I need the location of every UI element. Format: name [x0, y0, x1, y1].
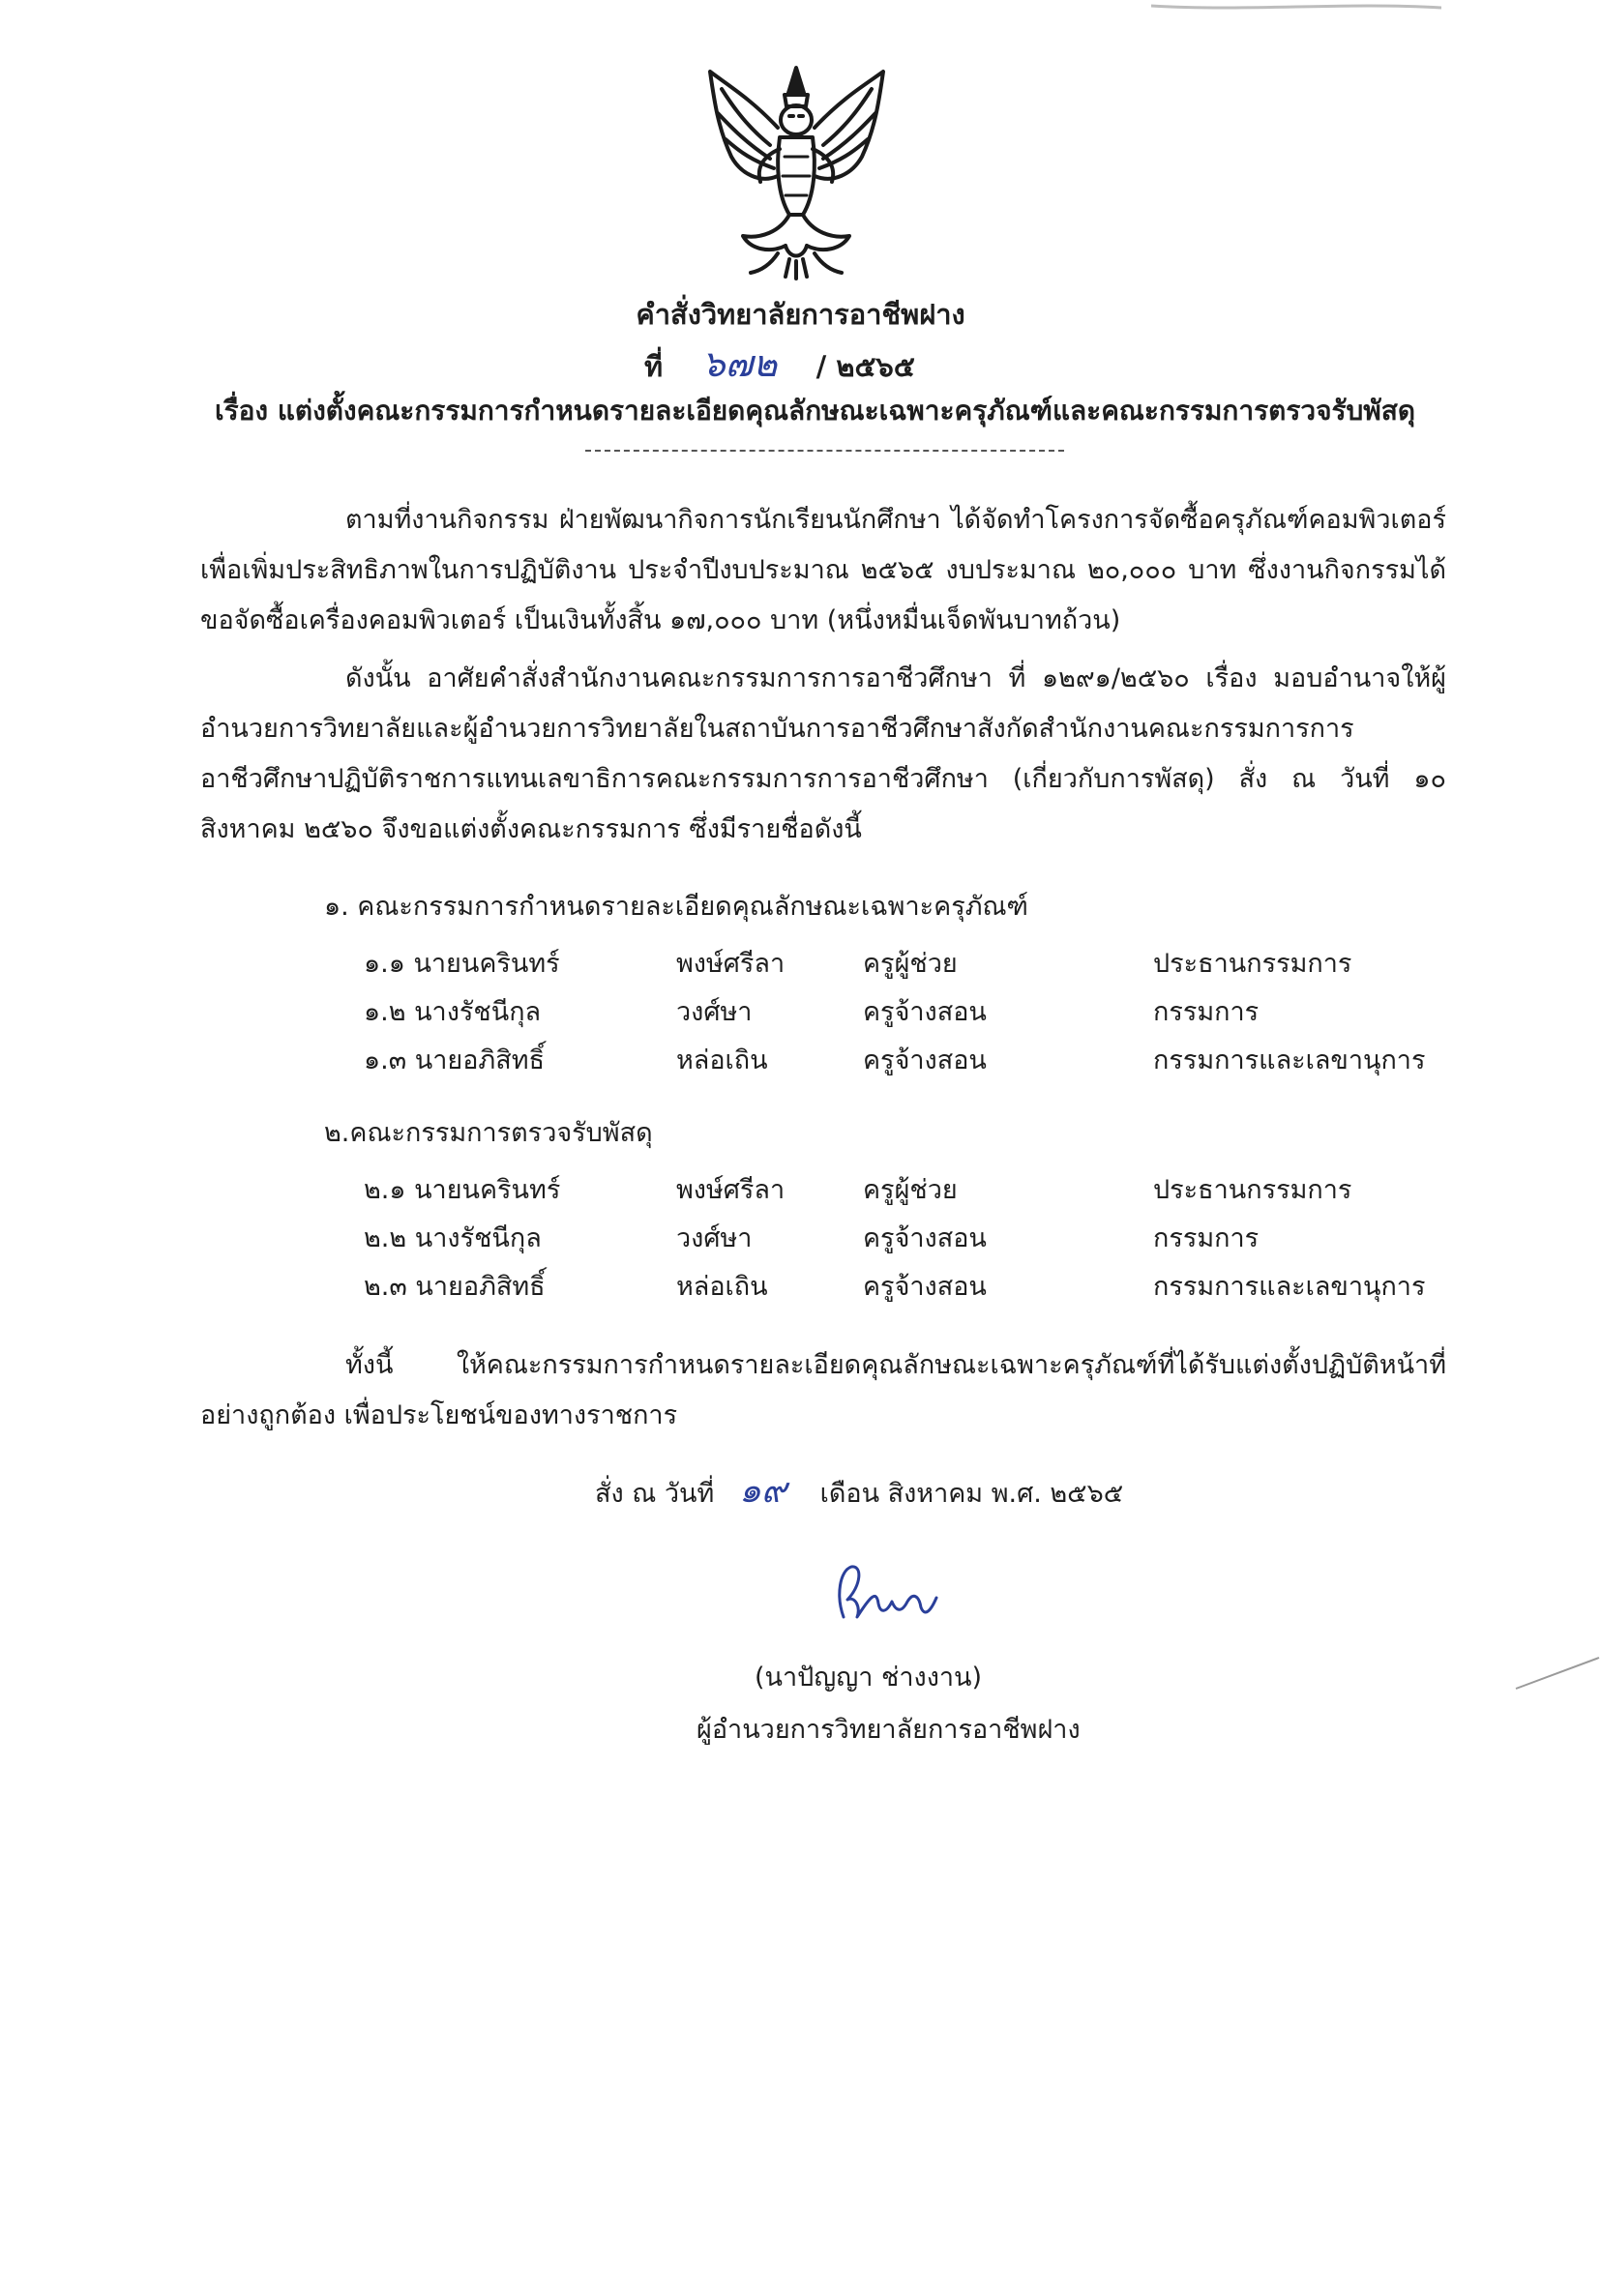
member-name: ๑.๒ นางรัชนีกุล	[364, 996, 542, 1027]
member-position: ครูผู้ช่วย	[863, 948, 958, 979]
member-position: ครูผู้ช่วย	[863, 1174, 958, 1205]
paragraph-1-text: ตามที่งานกิจกรรม ฝ่ายพัฒนากิจการนักเรียนนักศึกษา ได้จัดทำโครงการจัดซื้อครุภัณฑ์คอมพิวเตอร์ เพื่อเพิ่มประสิทธิภาพในการปฏิบัติงาน ประจำปีงบประมาณ ๒๕๖๕ งบประมาณ ๒๐,๐๐๐ บาท ซึ่งงานกิจกรรมได้ขอจัดซื้อเครื่องคอมพิวเตอร์ เป็นเงินทั้งสิ้น ๑๗,๐๐๐ บาท (หนึ่งหมื่นเจ็ดพันบาทถ้วน)	[200, 505, 1446, 635]
member-surname: วงศ์ษา	[676, 996, 753, 1027]
order-subject: เรื่อง แต่งตั้งคณะกรรมการกำหนดรายละเอียดคุณลักษณะเฉพาะครุภัณฑ์และคณะกรรมการตรวจรับพัสดุ	[215, 395, 1416, 427]
member-role: กรรมการ	[1153, 1222, 1260, 1253]
order-number	[644, 334, 915, 393]
member-name: ๑.๑ นายนครินทร์	[364, 948, 560, 979]
order-number-year: / ๒๕๖๕	[815, 350, 915, 383]
table-row	[364, 938, 1425, 986]
member-name: ๑.๓ นายอภิสิทธิ์	[364, 1045, 545, 1075]
member-surname: พงษ์ศรีลา	[676, 948, 786, 979]
order-date-line	[595, 1462, 1123, 1517]
committee-1-title: ๑. คณะกรรมการกำหนดรายละเอียดคุณลักษณะเฉพาะครุภัณฑ์	[324, 892, 1028, 922]
order-header: คำสั่งวิทยาลัยการอาชีพฝาง	[636, 298, 965, 331]
table-row	[364, 986, 1425, 1035]
member-role: ประธานกรรมการ	[1153, 948, 1352, 979]
committee-1-table	[364, 938, 1425, 1083]
member-role: กรรมการและเลขานุการ	[1153, 1045, 1426, 1075]
paragraph-3	[200, 1340, 1446, 1441]
paragraph-1	[200, 495, 1446, 646]
table-row	[364, 1164, 1425, 1213]
member-surname: หล่อเถิน	[676, 1271, 768, 1302]
member-position: ครูจ้างสอน	[863, 1045, 987, 1075]
date-day-handwritten: ๑๙	[739, 1471, 787, 1511]
committee-2-title: ๒.คณะกรรมการตรวจรับพัสดุ	[324, 1118, 653, 1148]
member-surname: หล่อเถิน	[676, 1045, 768, 1075]
member-surname: วงศ์ษา	[676, 1222, 753, 1253]
committee-2-table	[364, 1164, 1425, 1310]
table-row	[364, 1035, 1425, 1083]
order-number-prefix: ที่	[644, 350, 664, 383]
paragraph-2-text: ดังนั้น อาศัยคำสั่งสำนักงานคณะกรรมการการอาชีวศึกษา ที่ ๑๒๙๑/๒๕๖๐ เรื่อง มอบอำนาจให้ผู้อำนวยการวิทยาลัยและผู้อำนวยการวิทยาลัยในสถาบันการอาชีวศึกษาสังกัดสำนักงานคณะกรรมการการอาชีวศึกษาปฏิบัติราชการแทนเลขาธิการคณะกรรมการการอาชีวศึกษา (เกี่ยวกับการพัสดุ) สั่ง ณ วันที่ ๑๐ สิงหาคม ๒๕๖๐ จึงขอแต่งตั้งคณะกรรมการ ซึ่งมีรายชื่อดังนี้	[200, 663, 1446, 844]
member-surname: พงษ์ศรีลา	[676, 1174, 786, 1205]
header-divider	[585, 450, 1064, 452]
member-role: กรรมการ	[1153, 996, 1260, 1027]
signatory-name: (นาปัญญา ช่างงาน)	[755, 1663, 983, 1693]
member-name: ๒.๑ นายนครินทร์	[364, 1174, 561, 1205]
paragraph-2	[200, 654, 1446, 855]
member-role: กรรมการและเลขานุการ	[1153, 1271, 1426, 1302]
garuda-emblem-icon	[693, 60, 901, 282]
date-prefix: สั่ง ณ วันที่	[595, 1479, 715, 1509]
paragraph-3-text: ทั้งนี้ ให้คณะกรรมการกำหนดรายละเอียดคุณลักษณะเฉพาะครุภัณฑ์ที่ได้รับแต่งตั้งปฏิบัติหน้าที่อย่างถูกต้อง เพื่อประโยชน์ของทางราชการ	[200, 1350, 1446, 1430]
scan-mark	[1514, 1654, 1601, 1693]
handwritten-signature	[822, 1557, 948, 1634]
member-position: ครูจ้างสอน	[863, 1222, 987, 1253]
member-name: ๒.๓ นายอภิสิทธิ์	[364, 1271, 546, 1302]
signatory-title: ผู้อำนวยการวิทยาลัยการอาชีพฝาง	[697, 1715, 1081, 1745]
member-name: ๒.๒ นางรัชนีกุล	[364, 1222, 542, 1253]
scan-mark	[1151, 0, 1441, 14]
order-number-handwritten: ๖๗๒	[701, 342, 778, 385]
member-role: ประธานกรรมการ	[1153, 1174, 1352, 1205]
member-position: ครูจ้างสอน	[863, 1271, 987, 1302]
member-position: ครูจ้างสอน	[863, 996, 987, 1027]
table-row	[364, 1213, 1425, 1261]
date-suffix: เดือน สิงหาคม พ.ศ. ๒๕๖๕	[819, 1479, 1124, 1509]
table-row	[364, 1261, 1425, 1310]
